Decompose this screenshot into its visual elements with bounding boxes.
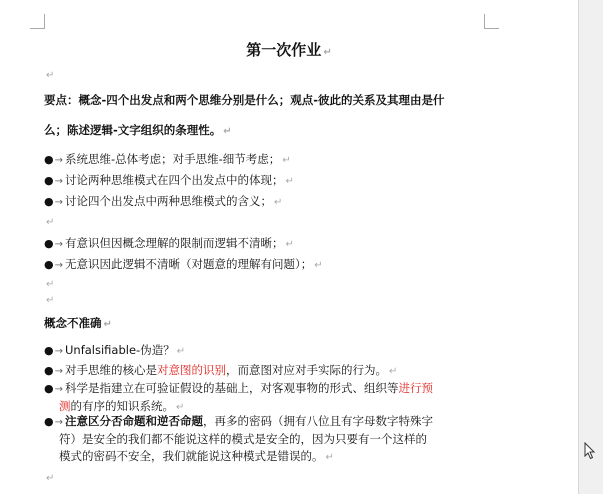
section-heading[interactable]: 概念不准确 ↵ [44, 316, 112, 330]
bullet-icon: ● [44, 258, 54, 271]
paragraph-mark: ↵ [323, 47, 332, 58]
bullet-icon: ● [44, 344, 54, 357]
page-corner-mark-top-left [30, 14, 45, 29]
highlighted-text: 测 [59, 399, 71, 413]
bullet-icon: ● [44, 364, 54, 377]
vertical-scroll-area[interactable] [578, 0, 603, 494]
page-corner-mark-top-right [484, 14, 499, 29]
empty-paragraph[interactable]: ↵ [46, 473, 55, 484]
bullet-item[interactable]: ●→ 科学是指建立在可验证假设的基础上，对客观事物的形式、组织等进行预 测的有序的知识系统。 ↵ [44, 381, 433, 413]
tab-arrow-icon: → [54, 176, 63, 187]
key-points-line-1[interactable]: 要点：概念-四个出发点和两个思维分别是什么；观点-彼此的关系及其理由是什 [44, 93, 445, 107]
bullet-icon: ● [44, 382, 54, 395]
bullet-icon: ● [44, 153, 54, 166]
tab-arrow-icon: → [54, 260, 63, 271]
bullet-item[interactable]: ●→ 有意识但因概念理解的限制而逻辑不清晰； ↵ [44, 236, 294, 250]
empty-paragraph[interactable]: ↵ [46, 279, 55, 290]
bullet-item[interactable]: ●→ Unfalsifiable-伪造？ ↵ [44, 343, 186, 357]
highlighted-text: 对意图的识别 [157, 363, 226, 377]
tab-arrow-icon: → [54, 197, 63, 208]
tab-arrow-icon: → [54, 346, 63, 357]
bullet-icon: ● [44, 174, 54, 187]
mouse-pointer-icon [584, 442, 596, 460]
title-text: 第一次作业 [246, 41, 322, 59]
tab-arrow-icon: → [54, 417, 63, 428]
bullet-item[interactable]: ●→ 对手思维的核心是对意图的识别，而意图对应对手实际的行为。 ↵ [44, 363, 398, 377]
bullet-item[interactable]: ●→ 系统思维-总体考虑；对手思维-细节考虑； ↵ [44, 152, 291, 166]
empty-paragraph[interactable]: ↵ [46, 70, 55, 81]
empty-paragraph[interactable]: ↵ [46, 217, 55, 228]
bullet-item[interactable]: ●→ 讨论四个出发点中两种思维模式的含义； ↵ [44, 194, 283, 208]
bullet-icon: ● [44, 415, 54, 428]
bullet-icon: ● [44, 237, 54, 250]
bullet-icon: ● [44, 195, 54, 208]
bullet-item[interactable]: ●→ 注意区分否命题和逆否命题，再多的密码（拥有八位且有字母数字特殊字 符）是安全的我们都不能说这样的模式是安全的，因为只要有一个这样的 模式的密码不安全，我们就能说这种模式是错误的。 ↵ [44, 414, 433, 463]
tab-arrow-icon: → [54, 384, 63, 395]
tab-arrow-icon: → [54, 239, 63, 250]
tab-arrow-icon: → [54, 366, 63, 377]
empty-paragraph[interactable]: ↵ [46, 295, 55, 306]
bullet-item[interactable]: ●→ 讨论两种思维模式在四个出发点中的体现； ↵ [44, 173, 294, 187]
bullet-item[interactable]: ●→ 无意识因此逻辑不清晰（对题意的理解有问题）； ↵ [44, 257, 323, 271]
tab-arrow-icon: → [54, 155, 63, 166]
key-points-line-2[interactable]: 么；陈述逻辑-文字组织的条理性。 ↵ [44, 123, 232, 137]
highlighted-text: 进行预 [398, 381, 433, 395]
document-title[interactable] [0, 39, 578, 64]
